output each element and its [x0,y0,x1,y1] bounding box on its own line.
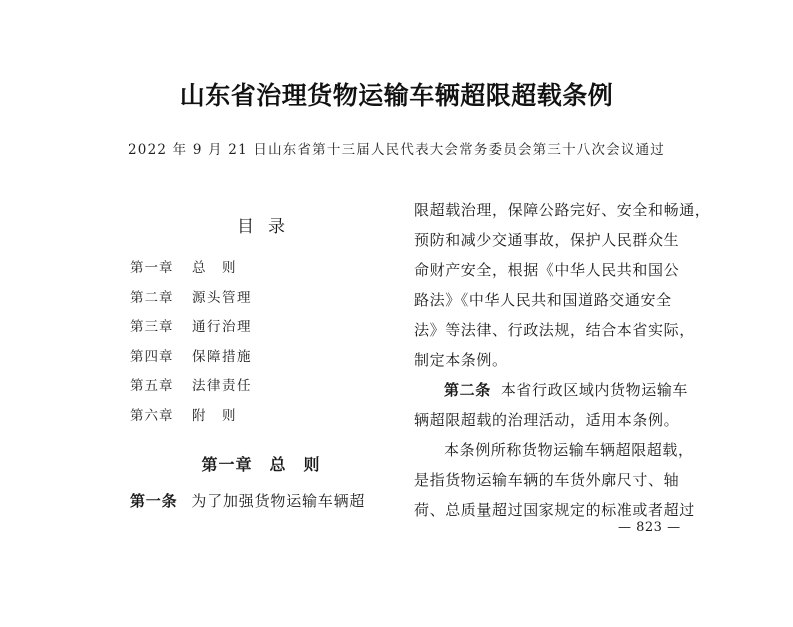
text-line: 制定本条例。 [414,351,508,369]
page-number: — 823 — [618,520,681,535]
text-line: 辆超限超载的治理活动，适用本条例。 [414,411,680,429]
text-line: 法》等法律、行政法规，结合本省实际， [414,321,695,339]
article-label: 第一条 [130,492,178,510]
toc-item [130,290,252,320]
document-title: 山东省治理货物运输车辆超限超载条例 [179,81,614,110]
toc-chapter-name: 保障措施 [192,348,252,365]
text-line: 荷、总质量超过国家规定的标准或者超过 [414,501,695,519]
toc-chapter-number: 第三章 [130,319,174,336]
toc-item [130,260,252,290]
toc-chapter-name: 法律责任 [192,378,252,395]
toc-item [130,319,252,349]
toc-chapter-number: 第六章 [130,407,174,424]
text-line: 路法》《中华人民共和国道路交通安全 [414,291,672,309]
toc-item [130,349,252,379]
toc-chapter-number: 第一章 [130,260,174,276]
text-line: 限超载治理，保障公路完好、安全和畅通， [414,201,711,219]
text-line: 命财产安全，根据《中华人民共和国公 [414,261,680,279]
toc-chapter-number: 第二章 [130,289,174,306]
toc-chapter-name: 总 则 [192,260,237,276]
toc-chapter-number: 第四章 [130,348,174,365]
text-line: 预防和减少交通事故，保护人民群众生 [414,231,680,249]
article-paragraph [414,380,714,410]
document-subtitle: 2022 年 9 月 21 日山东省第十三届人民代表大会常务委员会第三十八次会议通过 [128,142,665,158]
toc-chapter-name: 通行治理 [192,319,252,336]
toc-chapter-name: 源头管理 [192,289,252,306]
text-line: 是指货物运输车辆的车货外廓尺寸、轴 [414,471,680,489]
article-text: 为了加强货物运输车辆超 [191,492,366,510]
toc-heading: 目录 [237,217,299,237]
text-line: 本条例所称货物运输车辆超限超载， [444,441,694,459]
table-of-contents [130,260,252,438]
toc-chapter-name: 附 则 [192,407,237,424]
chapter-heading: 第一章 总 则 [201,455,321,474]
right-column [414,200,714,530]
toc-item [130,408,252,438]
article-label: 第二条 [444,381,491,399]
article-text: 本省行政区域内货物运输车 [500,381,689,399]
toc-item [130,378,252,408]
article-paragraph [130,492,365,510]
toc-chapter-number: 第五章 [130,378,174,395]
